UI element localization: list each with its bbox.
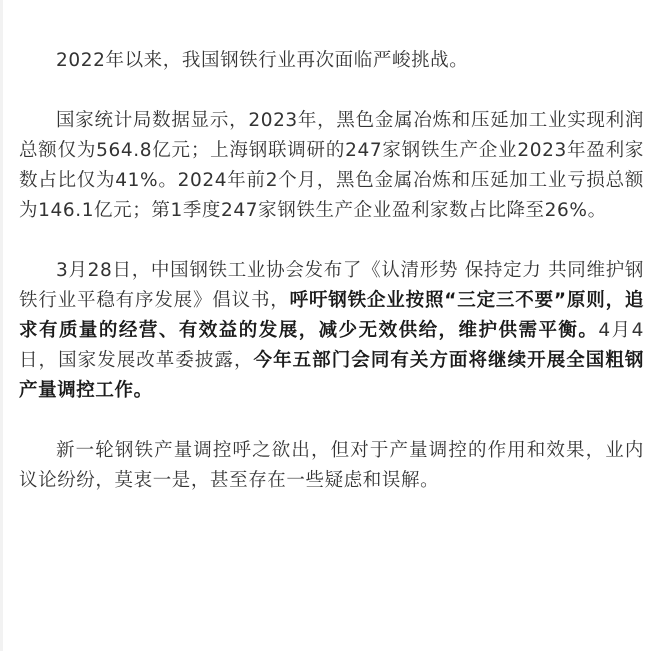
- page-edge: [0, 0, 3, 651]
- initiative-text-2: 4月4日，国家发展改革委披露，: [19, 320, 645, 371]
- paragraph-intro-text: 2022年以来，我国钢铁行业再次面临严峻挑战。: [56, 50, 469, 71]
- paragraph-statistics: [19, 106, 644, 226]
- initiative-bold-2: 今年五部门会同有关方面将继续开展全国粗钢产量调控工作。: [19, 350, 644, 401]
- paragraph-conclusion: [19, 436, 644, 496]
- article-body: [19, 46, 644, 526]
- initiative-text-1: 3月28日，中国钢铁工业协会发布了《认清形势 保持定力 共同维护钢铁行业平稳有序发展》倡议书，: [19, 260, 644, 311]
- paragraph-conclusion-text: 新一轮钢铁产量调控呼之欲出，但对于产量调控的作用和效果，业内议论纷纷，莫衷一是，甚至存在一些疑虑和误解。: [19, 440, 644, 491]
- paragraph-initiative: [19, 256, 644, 406]
- paragraph-intro: [19, 46, 644, 76]
- initiative-bold-1: 呼吁钢铁企业按照“三定三不要”原则，追求有质量的经营、有效益的发展，减少无效供给，维护供需平衡。: [19, 290, 645, 341]
- paragraph-statistics-text: 国家统计局数据显示，2023年，黑色金属冶炼和压延加工业实现利润总额仅为564.8亿元；上海钢联调研的247家钢铁生产企业2023年盈利家数占比仅为41%。2024年前2个月，黑色金属冶炼和压延加工业亏损总额为146.1亿元；第1季度247家钢铁生产企业盈利家数占比降至26%。: [19, 110, 644, 221]
